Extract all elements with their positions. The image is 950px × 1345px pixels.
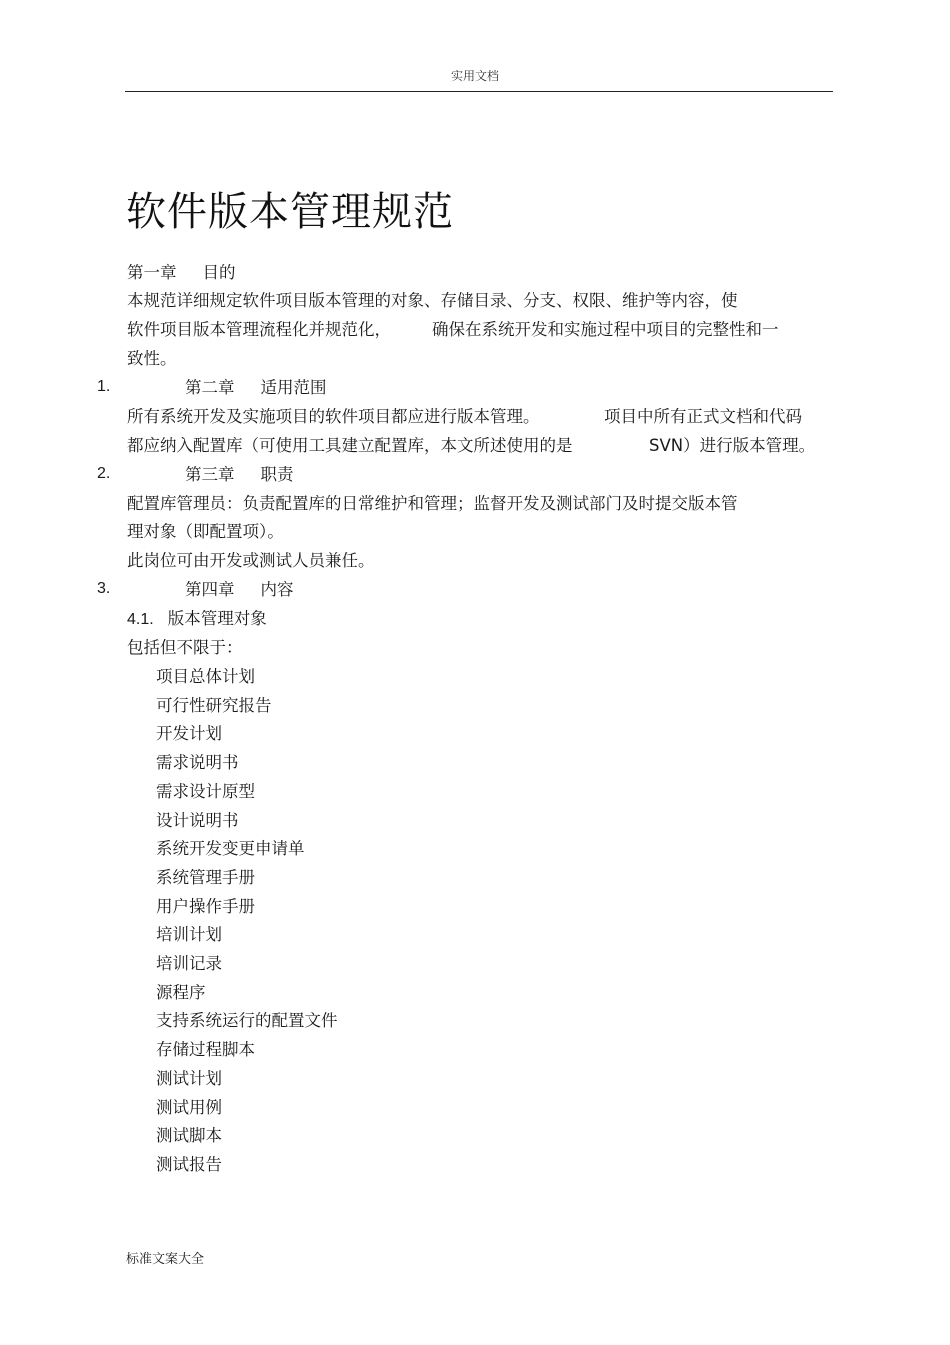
chapter-3-line-3: 此岗位可由开发或测试人员兼任。 xyxy=(127,551,375,570)
chapter-2-line-2b: SVN）进行版本管理。 xyxy=(649,436,816,455)
list-item: 测试用例 xyxy=(156,1097,222,1117)
list-item: 开发计划 xyxy=(156,724,222,744)
chapter-4-title: 内容 xyxy=(260,580,294,599)
section-4-1-title: 版本管理对象 xyxy=(167,609,267,628)
list-item: 项目总体计划 xyxy=(156,667,255,686)
list-item: 可行性研究报告 xyxy=(156,695,272,715)
list-item: 测试脚本 xyxy=(156,1126,222,1146)
list-item: 培训计划 xyxy=(156,925,222,945)
list-item: 设计说明书 xyxy=(156,810,239,830)
list-item: 用户操作手册 xyxy=(156,896,255,916)
list-number-2: 2. xyxy=(97,465,111,482)
chapter-4-heading xyxy=(185,580,294,600)
chapter-1-line-2: 软件项目版本管理流程化并规范化， xyxy=(127,320,391,339)
section-4-1-intro: 包括但不限于： xyxy=(127,638,243,657)
chapter-1-line-1: 本规范详细规定软件项目版本管理的对象、存储目录、分支、权限、维护等内容，使 xyxy=(127,291,738,310)
chapter-2-line-1b: 项目中所有正式文档和代码 xyxy=(604,407,802,426)
list-item: 系统开发变更申请单 xyxy=(156,839,305,859)
chapter-3-number: 第三章 xyxy=(185,465,235,484)
list-item: 培训记录 xyxy=(156,954,222,973)
chapter-1-line-3: 致性。 xyxy=(127,349,177,368)
document-title: 软件版本管理规范 xyxy=(126,189,454,235)
list-item: 源程序 xyxy=(156,982,206,1002)
list-item: 测试计划 xyxy=(156,1068,222,1088)
chapter-1-line-2b: 确保在系统开发和实施过程中项目的完整性和一 xyxy=(432,320,779,339)
list-item: 系统管理手册 xyxy=(156,867,255,887)
chapter-2-number: 第二章 xyxy=(185,378,235,397)
chapter-3-title: 职责 xyxy=(260,465,294,484)
list-item: 测试报告 xyxy=(156,1154,222,1174)
chapter-3-line-1: 配置库管理员：负责配置库的日常维护和管理；监督开发及测试部门及时提交版本管 xyxy=(127,494,738,513)
section-4-1-number: 4.1. xyxy=(127,611,154,628)
page-header: 实用文档 xyxy=(450,69,499,83)
list-number-1: 1. xyxy=(97,378,111,395)
list-item: 支持系统运行的配置文件 xyxy=(156,1011,338,1031)
list-item: 存储过程脚本 xyxy=(156,1040,255,1060)
chapter-1-title: 目的 xyxy=(202,263,236,282)
chapter-4-number: 第四章 xyxy=(185,580,235,599)
list-number-3: 3. xyxy=(97,580,111,597)
list-item: 需求设计原型 xyxy=(156,781,255,801)
chapter-3-heading xyxy=(185,465,294,485)
page-footer: 标准文案大全 xyxy=(126,1252,205,1267)
chapter-2-line-2a: 都应纳入配置库（可使用工具建立配置库，本文所述使用的是 xyxy=(127,436,573,455)
chapter-1-heading xyxy=(127,263,236,283)
chapter-3-line-2: 理对象（即配置项）。 xyxy=(127,522,284,541)
section-4-1-heading xyxy=(127,609,267,630)
chapter-2-line-1a: 所有系统开发及实施项目的软件项目都应进行版本管理。 xyxy=(127,407,540,426)
list-item: 需求说明书 xyxy=(156,753,239,773)
chapter-1-number: 第一章 xyxy=(127,263,177,282)
chapter-2-title: 适用范围 xyxy=(260,378,327,397)
chapter-2-heading xyxy=(185,378,327,398)
header-divider xyxy=(125,91,833,92)
